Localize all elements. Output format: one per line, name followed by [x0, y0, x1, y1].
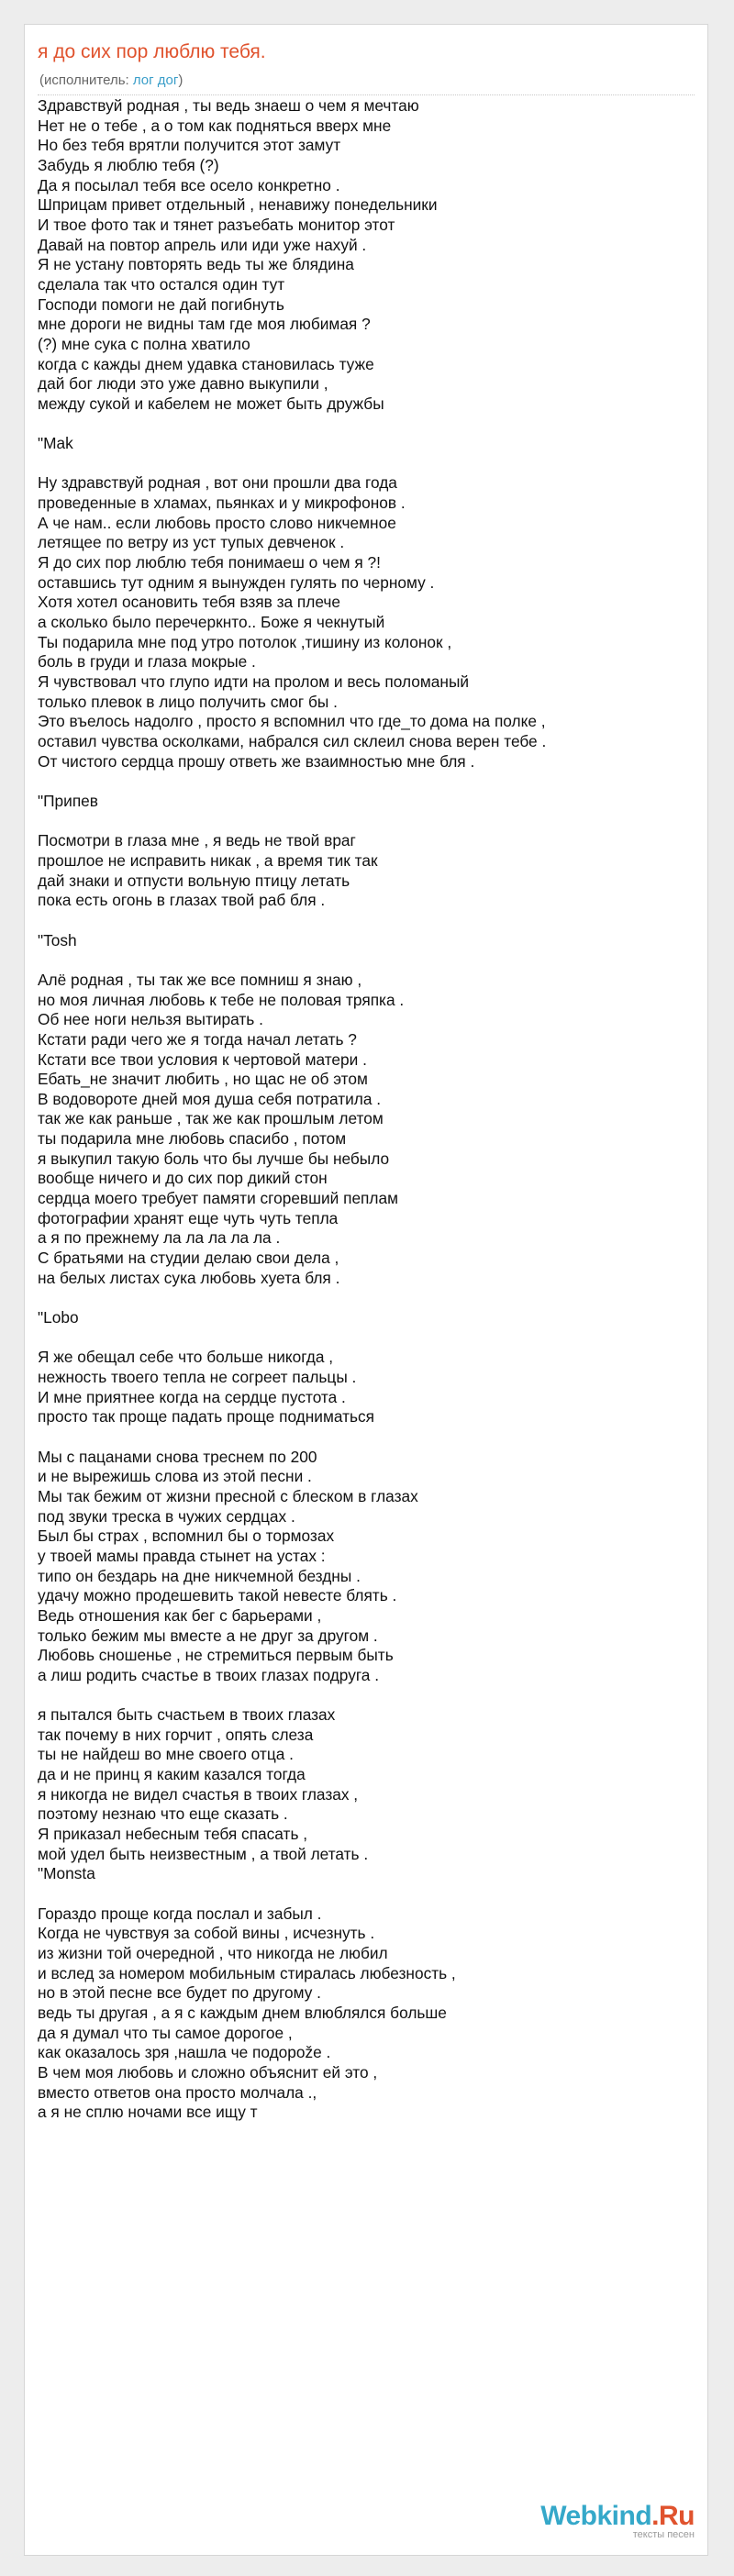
lyric-line: Ведь отношения как бег с барьерами , — [38, 1605, 322, 1625]
lyric-line: "Mak — [38, 434, 73, 453]
lyric-line: Нет не о тебе , а о том как подняться вверх мне — [38, 116, 392, 135]
lyric-line: поэтому незнаю что еще сказать . — [38, 1804, 288, 1824]
logo-wordmark — [540, 2501, 695, 2532]
lyric-line: и вслед за номером мобильным стиралась любезность , — [38, 1963, 456, 1982]
lyric-line: летящее по ветру из уст тупых девченок . — [38, 533, 345, 552]
lyric-line: Я же обещал себе что больше никогда , — [38, 1348, 334, 1367]
lyric-line — [38, 415, 698, 435]
lyric-line: Кстати ради чего же я тогда начал летать ? — [38, 1029, 357, 1049]
lyric-line: Здравствуй родная , ты ведь знаеш о чем я мечтаю — [38, 96, 419, 115]
lyric-line: Давай на повтор апрель или иди уже нахуй . — [38, 235, 367, 254]
lyric-line: я никогда не видел счастья в твоих глазах , — [38, 1784, 359, 1804]
lyric-line: И мне приятнее когда на сердце пустота . — [38, 1387, 346, 1406]
lyric-line — [38, 812, 698, 832]
lyric-line: Когда не чувствуя за собой вины , исчезнуть . — [38, 1924, 375, 1943]
lyric-line: пока есть огонь в глазах твой раб бля . — [38, 891, 326, 910]
lyric-line: ведь ты другая , а я с каждым днем влюблялся больше — [38, 2004, 447, 2022]
lyric-line: типо он бездарь на дне никчемной бездны . — [38, 1566, 361, 1585]
lyric-line: между сукой и кабелем не может быть дружбы — [38, 394, 384, 413]
lyric-line: "Monsta — [38, 1864, 95, 1883]
lyric-line: Но без тебя врятли получится этот замут — [38, 136, 341, 155]
logo-tld: .Ru — [651, 2501, 695, 2531]
lyric-line: Посмотри в глаза мне , я ведь не твой враг — [38, 831, 356, 850]
lyric-line — [38, 911, 698, 931]
lyric-line — [38, 1427, 698, 1448]
lyric-line: Любовь сношенье , не стремиться первым быть — [38, 1646, 394, 1665]
lyric-line: но в этой песне все будет по другому . — [38, 1983, 321, 2003]
lyric-line: на белых листах сука любовь хуета бля . — [38, 1268, 340, 1287]
lyric-line: От чистого сердца прошу ответь же взаимностью мне бля . — [38, 751, 475, 771]
lyric-line: когда с кажды днем удавка становилась туже — [38, 354, 374, 373]
lyric-line: Я до сих пор люблю тебя понимаеш о чем я ?! — [38, 553, 381, 572]
lyric-line: В чем моя любовь и сложно объяснит ей это , — [38, 2062, 378, 2082]
performer-suffix: ) — [178, 72, 184, 88]
lyric-line: "Tosh — [38, 930, 77, 949]
lyric-line: из жизни той очередной , что никогда не любил — [38, 1944, 388, 1963]
song-title: я до сих пор люблю тебя. — [38, 41, 266, 62]
lyric-line: а я по прежнему ла ла ла ла ла . — [38, 1228, 281, 1248]
lyric-line: Шприцам привет отдельный , ненавижу понедельники — [38, 195, 438, 215]
lyric-line: да я думал что ты самое дорогое , — [38, 2023, 293, 2042]
performer-line — [39, 72, 183, 88]
lyric-line — [38, 1328, 698, 1349]
lyric-line: но моя личная любовь к тебе не половая тряпка . — [38, 990, 405, 1009]
lyric-line: Кстати все твои условия к чертовой матери . — [38, 1049, 367, 1069]
logo-name: Webkind — [540, 2501, 652, 2531]
lyrics-text — [38, 96, 698, 2123]
lyric-line: "Припев — [38, 791, 98, 810]
lyric-line: И твое фото так и тянет разъебать монитор этот — [38, 215, 395, 234]
lyric-line: Я приказал небесным тебя спасать , — [38, 1825, 308, 1844]
lyric-line: дай бог люди это уже давно выкупили , — [38, 374, 328, 394]
lyric-line: сердца моего требует памяти сгоревший пеплам — [38, 1189, 398, 1208]
lyric-line: Ебать_не значит любить , но щас не об этом — [38, 1070, 368, 1089]
lyric-line: только плевок в лицо получить смог бы . — [38, 692, 338, 711]
lyric-line: у твоей мамы правда стынет на устах : — [38, 1546, 326, 1565]
lyric-line: вообще ничего и до сих пор дикий стон — [38, 1169, 328, 1188]
lyric-line: Хотя хотел осановить тебя взяв за плече — [38, 593, 341, 612]
lyric-line: фотографии хранят еще чуть чуть тепла — [38, 1208, 339, 1227]
lyric-line: дай знаки и отпусти вольную птицу летать — [38, 871, 350, 890]
lyric-line: а лиш родить счастье в твоих глазах подруга . — [38, 1665, 380, 1684]
lyric-line — [38, 454, 698, 474]
lyric-line: удачу можно продешевить такой невесте блять . — [38, 1586, 397, 1605]
lyric-line: Алё родная , ты так же все помниш я знаю , — [38, 970, 362, 989]
lyric-line: Да я посылал тебя все осело конкретно . — [38, 175, 340, 194]
lyric-line: так почему в них горчит , опять слеза — [38, 1725, 314, 1744]
lyric-line: под звуки треска в чужих сердцах . — [38, 1506, 295, 1526]
lyric-line: Господи помоги не дай погибнуть — [38, 294, 284, 314]
lyric-line: сделала так что остался один тут — [38, 274, 285, 294]
lyric-line: Ну здравствуй родная , вот они прошли два года — [38, 473, 397, 493]
lyric-line: Забудь я люблю тебя (?) — [38, 155, 219, 174]
lyric-line: как оказалось зря ,нашла че подорože . — [38, 2043, 331, 2062]
lyric-line: Был бы страх , вспомнил бы о тормозах — [38, 1527, 335, 1546]
header-divider — [38, 94, 695, 95]
lyric-line: я выкупил такую боль что бы лучше бы небыло — [38, 1149, 390, 1168]
lyric-line: Я не устану повторять ведь ты же блядина — [38, 255, 354, 274]
lyric-line: так же как раньше , так же как прошлым летом — [38, 1109, 384, 1128]
lyric-line: ты подарила мне любовь спасибо , потом — [38, 1129, 347, 1149]
lyric-line — [38, 950, 698, 971]
lyric-line: оставил чувства осколками, набрался сил склеил снова верен тебе . — [38, 732, 547, 750]
lyric-line: нежность твоего тепла не согреет пальцы . — [38, 1368, 357, 1386]
lyric-line: Об нее ноги нельзя вытирать . — [38, 1010, 263, 1029]
lyric-line: Это въелось надолго , просто я вспомнил что где_то дома на полке , — [38, 712, 546, 731]
lyric-line: Мы с пацанами снова треснем по 200 — [38, 1447, 317, 1466]
lyric-line — [38, 1686, 698, 1706]
lyric-line: "Lobo — [38, 1308, 79, 1327]
lyric-line: а я не сплю ночами все ищу т — [38, 2103, 258, 2122]
lyric-line: оставшись тут одним я вынужден гулять по черному . — [38, 572, 435, 592]
lyric-line: проведенные в хламах, пьянках и у микрофонов . — [38, 494, 406, 513]
lyric-line: просто так проще падать проще подниматься — [38, 1407, 374, 1427]
logo-tagline: тексты песен — [632, 2529, 695, 2540]
lyric-line: вместо ответов она просто молчала ., — [38, 2082, 317, 2102]
lyric-line: Я чувствовал что глупо идти на пролом и весь поломаный — [38, 672, 470, 692]
lyric-line: С братьями на студии делаю свои дела , — [38, 1249, 339, 1268]
lyrics-page — [24, 24, 708, 2556]
lyric-line: а сколько было перечеркнто.. Боже я чекнутый — [38, 613, 385, 632]
lyric-line — [38, 1884, 698, 1904]
performer-link[interactable]: лог дог — [132, 72, 179, 88]
lyric-line: Мы так бежим от жизни пресной с блеском в глазах — [38, 1486, 418, 1505]
lyric-line: мне дороги не видны там где моя любимая ? — [38, 315, 371, 334]
lyric-line: А че нам.. если любовь просто слово никчемное — [38, 513, 396, 532]
lyric-line: ты не найдеш во мне своего отца . — [38, 1745, 294, 1764]
lyric-line — [38, 1288, 698, 1308]
lyric-line: я пытался быть счастьем в твоих глазах — [38, 1705, 336, 1725]
lyric-line: и не вырежишь слова из этой песни . — [38, 1467, 312, 1486]
lyric-line: да и не принц я каким казался тогда — [38, 1765, 306, 1784]
lyric-line: В водовороте дней моя душа себя потратила . — [38, 1089, 382, 1108]
performer-prefix: (исполнитель: — [39, 72, 133, 88]
lyric-line — [38, 772, 698, 792]
lyric-line: Гораздо проще когда послал и забыл . — [38, 1904, 322, 1923]
lyric-line: мой удел быть неизвестным , а твой летать . — [38, 1844, 369, 1863]
site-logo[interactable] — [540, 2501, 695, 2540]
lyric-line: прошлое не исправить никак , а время тик так — [38, 850, 378, 870]
lyric-line: (?) мне сука с полна хватило — [38, 334, 250, 353]
lyric-line: Ты подарила мне под утро потолок ,тишину из колонок , — [38, 632, 452, 651]
lyric-line: боль в груди и глаза мокрые . — [38, 652, 256, 672]
lyric-line: только бежим мы вместе а не друг за другом . — [38, 1626, 378, 1645]
